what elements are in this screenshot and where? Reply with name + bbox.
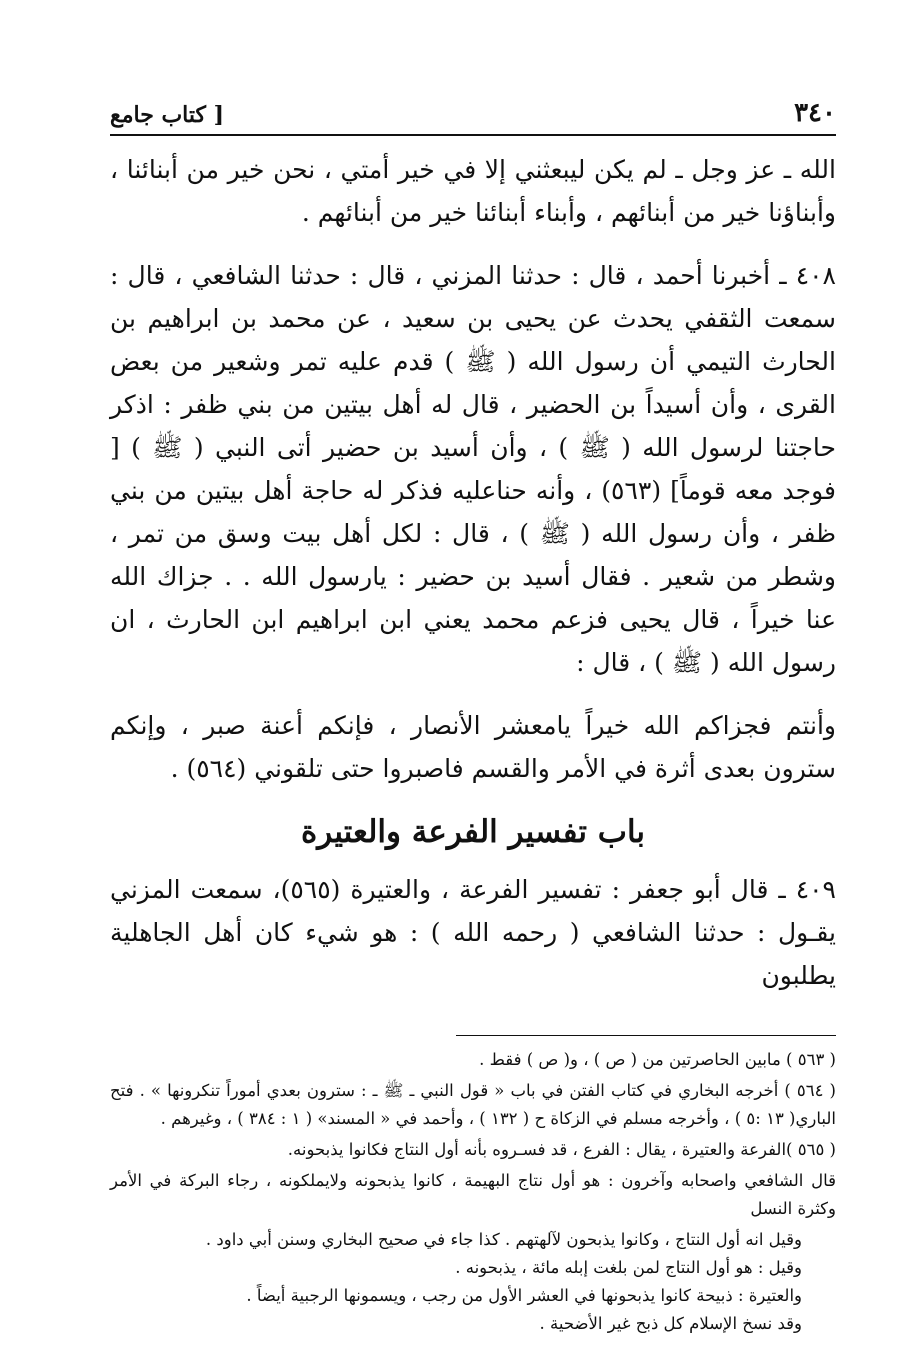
footnote-564: ( ٥٦٤ ) أخرجه البخاري في كتاب الفتن في باب « قول النبي ـ ﷺ ـ : سترون بعدي أموراً تنكرونها » . فتح الباري( ١٣ :٥ ) ، وأخرجه مسلم في الزكاة ح ( ١٣٢ ) ، وأحمد في « المسند» ( ١ : ٣٨٤ ) ، وغيرهم . — [110, 1081, 836, 1128]
paragraph-1: الله ـ عز وجل ـ لم يكن ليبعثني إلا في خير أمتي ، نحن خير من أبنائنا ، وأبناؤنا خير من أبنائهم ، وأبناء أبنائنا خير من أبنائهم . — [110, 155, 837, 227]
footnote-565-line: والعتيرة : ذبيحة كانوا يذبحونها في العشر الأول من رجب ، ويسمونها الرجبية أيضاً . — [246, 1286, 802, 1305]
footnote-divider — [456, 1035, 836, 1036]
footnote-565-line: وقيل انه أول النتاج ، وكانوا يذبحون لآلهتهم . كذا جاء في صحيح البخاري وسنن أبي داود . — [205, 1230, 802, 1249]
footnotes — [110, 1046, 836, 1338]
paragraph-3: وأنتم فجزاكم الله خيراً يامعشر الأنصار ، فإنكم أعنة صبر ، وإنكم سترون بعدى أثرة في الأمر والقسم فاصبروا حتى تلقوني (٥٦٤) . — [110, 711, 836, 783]
footnote-565-line: وقيل : هو أول النتاج لمن بلغت إبله مائة ، يذبحونه . — [455, 1258, 802, 1277]
page-number: ٣٤٠ — [794, 98, 836, 128]
paragraph-hadith-409: ٤٠٩ ـ قال أبو جعفر : تفسير الفرعة ، والعتيرة (٥٦٥)، سمعت المزني يقـول : حدثنا الشافعي ( رحمه الله ) : هو شيء كان أهل الجاهلية يطلبون — [110, 875, 836, 990]
section-heading: باب تفسير الفرعة والعتيرة — [300, 814, 646, 850]
paragraph-hadith-408: ٤٠٨ ـ أخبرنا أحمد ، قال : حدثنا المزني ، قال : حدثنا الشافعي ، قال : سمعت الثقفي يحدث عن يحيى بن سعيد ، عن محمد بن ابراهيم بن الحارث التيمي أن رسول الله ( ﷺ ) قدم عليه تمر وشعير من بعض القرى ، وأن أسيداً بن الحضير ، قال له أهل بيتين من بني ظفر : اذكر حاجتنا لرسول الله ( ﷺ ) ، وأن أسيد بن حضير أتى النبي ( ﷺ ) [ فوجد معه قوماً] (٥٦٣) ، وأنه حناعليه فذكر له حاجة أهل بيتين من بني ظفر ، وأن رسول الله ( ﷺ ) ، قال : لكل أهل بيت وسق من تمر ، وشطر من شعير . فقال أسيد بن حضير : يارسول الله . . جزاك الله عنا خيراً ، قال يحيى فزعم محمد يعني ابن ابراهيم ابن الحارث ، ان رسول الله ( ﷺ ) ، قال : — [110, 261, 836, 677]
footnote-565-line: وقد نسخ الإسلام كل ذبح غير الأضحية . — [539, 1314, 802, 1333]
footnote-565-line: قال الشافعي واصحابه وآخرون : هو أول نتاج البهيمة ، كانوا يذبحونه ولايملكونه ، رجاء البركة في الأمر وكثرة النسل — [110, 1171, 836, 1218]
page-header — [110, 88, 836, 136]
footnote-563: ( ٥٦٣ ) مابين الحاصرتين من ( ص ) ، و( ص ) فقط . — [479, 1050, 836, 1069]
footnote-565: ( ٥٦٥ )الفرعة والعتيرة ، يقال : الفرع ، قد فسـروه بأنه أول النتاج فكانوا يذبحونه. — [287, 1140, 836, 1159]
running-title: [ كتاب جامع — [110, 102, 225, 128]
